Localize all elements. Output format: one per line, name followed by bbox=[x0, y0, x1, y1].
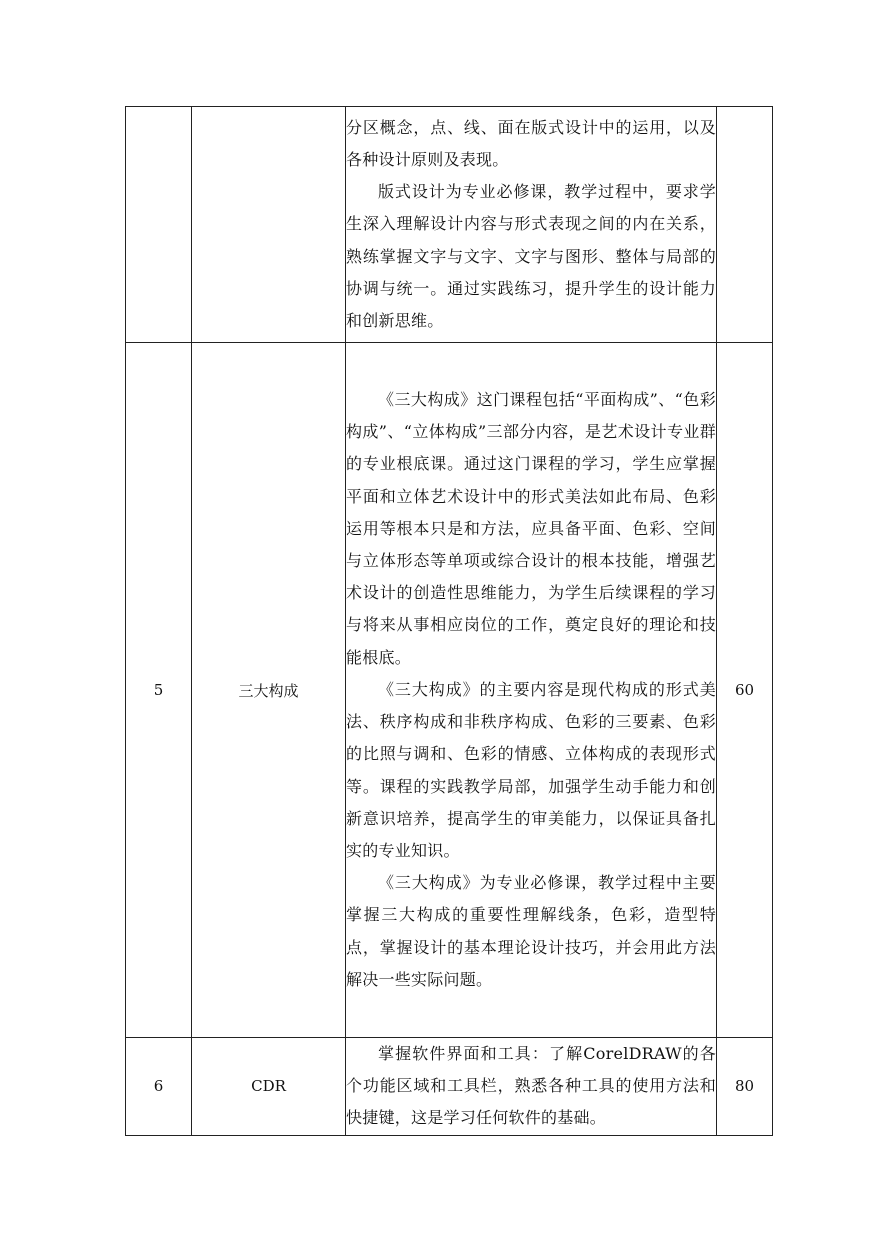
description-paragraph: 掌握软件界面和工具：了解CorelDRAW的各个功能区域和工具栏，熟悉各种工具的使用方法和快捷键，这是学习任何软件的基础。 bbox=[346, 1044, 716, 1128]
course-description bbox=[346, 1038, 717, 1136]
description-paragraph: 版式设计为专业必修课，教学过程中，要求学生深入理解设计内容与形式表现之间的内在关系，熟练掌握文字与文字、文字与图形、整体与局部的协调与统一。通过实践练习，提升学生的设计能力和创新思维。 bbox=[346, 182, 716, 330]
table-row bbox=[126, 343, 773, 1038]
description-paragraph: 《三大构成》为专业必修课，教学过程中主要掌握三大构成的重要性理解线条，色彩，造型特点，掌握设计的基本理论设计技巧，并会用此方法解决一些实际问题。 bbox=[346, 873, 716, 989]
row-number bbox=[126, 107, 192, 343]
course-description bbox=[346, 107, 717, 343]
table-row bbox=[126, 1038, 773, 1136]
course-name: 三大构成 bbox=[192, 343, 346, 1038]
course-hours: 60 bbox=[717, 343, 773, 1038]
description-paragraph: 《三大构成》的主要内容是现代构成的形式美法、秩序构成和非秩序构成、色彩的三要素、色彩的比照与调和、色彩的情感、立体构成的表现形式等。课程的实践教学局部，加强学生动手能力和创新意识培养，提高学生的审美能力，以保证具备扎实的专业知识。 bbox=[346, 679, 716, 860]
course-name: CDR bbox=[192, 1038, 346, 1136]
course-name bbox=[192, 107, 346, 343]
table-row bbox=[126, 107, 773, 343]
description-paragraph: 《三大构成》这门课程包括“平面构成”、“色彩构成”、“立体构成”三部分内容，是艺术设计专业群的专业根底课。通过这门课程的学习，学生应掌握平面和立体艺术设计中的形式美法如此布局、色彩运用等根本只是和方法，应具备平面、色彩、空间与立体形态等单项或综合设计的根本技能，增强艺术设计的创造性思维能力，为学生后续课程的学习与将来从事相应岗位的工作，奠定良好的理论和技能根底。 bbox=[346, 390, 716, 667]
description-paragraph: 分区概念，点、线、面在版式设计中的运用，以及各种设计原则及表现。 bbox=[346, 117, 716, 169]
course-description bbox=[346, 343, 717, 1038]
course-hours bbox=[717, 107, 773, 343]
row-number: 5 bbox=[126, 343, 192, 1038]
course-table bbox=[125, 106, 773, 1136]
course-hours: 80 bbox=[717, 1038, 773, 1136]
row-number: 6 bbox=[126, 1038, 192, 1136]
